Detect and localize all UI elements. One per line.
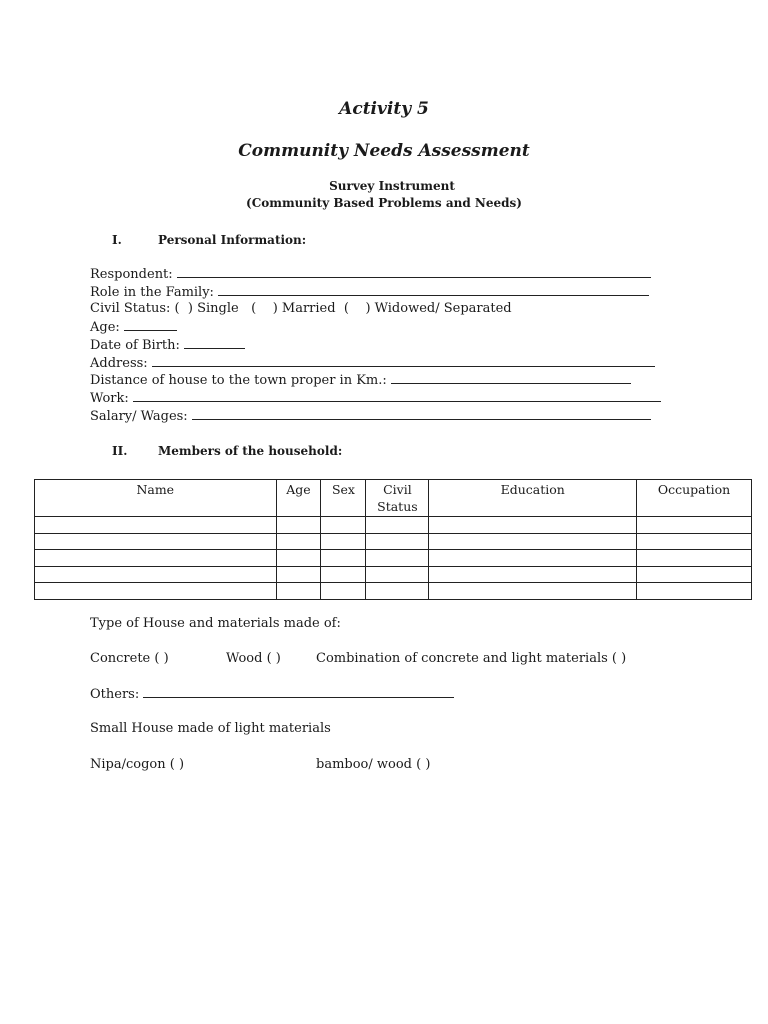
respondent-label: Respondent: — [90, 267, 173, 282]
civil-status-field[interactable]: Civil Status: ( ) Single ( ) Married ( ) Widowed/ Separated — [90, 301, 512, 316]
activity-title: Activity 5 — [339, 99, 429, 119]
nipa-option[interactable]: Nipa/cogon ( ) — [90, 757, 185, 772]
table-cell[interactable] — [321, 550, 366, 567]
column-header-age: Age — [276, 480, 321, 517]
table-header-row — [35, 480, 752, 517]
table-cell[interactable] — [366, 517, 429, 534]
address-line[interactable] — [152, 355, 655, 367]
table-cell[interactable] — [637, 566, 752, 583]
wood-option[interactable]: Wood ( ) — [226, 651, 281, 666]
table-cell[interactable] — [366, 533, 429, 550]
age-field[interactable] — [90, 319, 177, 335]
salary-label: Salary/ Wages: — [90, 409, 188, 424]
table-cell[interactable] — [276, 517, 321, 534]
work-label: Work: — [90, 391, 129, 406]
role-field[interactable] — [90, 284, 649, 300]
respondent-field[interactable] — [90, 266, 651, 282]
distance-line[interactable] — [391, 372, 631, 384]
page-subtitle: (Community Based Problems and Needs) — [246, 196, 522, 210]
address-field[interactable] — [90, 355, 655, 371]
table-cell[interactable] — [637, 583, 752, 600]
table-cell[interactable] — [366, 550, 429, 567]
table-cell[interactable] — [637, 533, 752, 550]
household-table — [34, 479, 752, 600]
table-cell[interactable] — [321, 583, 366, 600]
table-cell[interactable] — [276, 533, 321, 550]
house-type-label: Type of House and materials made of: — [90, 616, 341, 631]
column-header-occupation: Occupation — [637, 480, 752, 517]
work-field[interactable] — [90, 390, 661, 406]
column-header-sex: Sex — [321, 480, 366, 517]
table-cell[interactable] — [637, 517, 752, 534]
dob-field[interactable] — [90, 337, 245, 353]
table-cell[interactable] — [429, 533, 637, 550]
table-cell[interactable] — [321, 517, 366, 534]
salary-line[interactable] — [192, 408, 651, 420]
column-header-name: Name — [35, 480, 277, 517]
age-label: Age: — [90, 320, 120, 335]
age-line[interactable] — [124, 319, 177, 331]
table-cell[interactable] — [321, 533, 366, 550]
page-title: Community Needs Assessment — [238, 141, 530, 161]
address-label: Address: — [90, 356, 148, 371]
section2-heading: Members of the household: — [158, 444, 343, 458]
respondent-line[interactable] — [177, 266, 651, 278]
dob-line[interactable] — [184, 337, 245, 349]
table-cell[interactable] — [276, 566, 321, 583]
column-header-civil-status: Civil Status — [366, 480, 429, 517]
survey-label: Survey Instrument — [329, 179, 455, 193]
table-row — [35, 566, 752, 583]
others-line[interactable] — [143, 686, 454, 698]
section1-numeral: I. — [112, 233, 122, 247]
distance-label: Distance of house to the town proper in Km.: — [90, 373, 387, 388]
table-cell[interactable] — [429, 583, 637, 600]
table-cell[interactable] — [276, 583, 321, 600]
role-label: Role in the Family: — [90, 285, 214, 300]
salary-field[interactable] — [90, 408, 651, 424]
column-header-education: Education — [429, 480, 637, 517]
table-cell[interactable] — [35, 550, 277, 567]
table-cell[interactable] — [429, 550, 637, 567]
section2-numeral: II. — [112, 444, 128, 458]
section1-heading: Personal Information: — [158, 233, 307, 247]
table-cell[interactable] — [366, 583, 429, 600]
concrete-option[interactable]: Concrete ( ) — [90, 651, 169, 666]
table-cell[interactable] — [276, 550, 321, 567]
table-cell[interactable] — [35, 583, 277, 600]
table-cell[interactable] — [429, 517, 637, 534]
table-row — [35, 583, 752, 600]
table-row — [35, 550, 752, 567]
distance-field[interactable] — [90, 372, 631, 388]
dob-label: Date of Birth: — [90, 338, 180, 353]
table-cell[interactable] — [35, 566, 277, 583]
others-label: Others: — [90, 687, 140, 702]
table-cell[interactable] — [321, 566, 366, 583]
table-cell[interactable] — [637, 550, 752, 567]
others-field[interactable] — [90, 686, 454, 702]
table-cell[interactable] — [35, 533, 277, 550]
combination-option[interactable]: Combination of concrete and light materials ( ) — [316, 651, 627, 666]
role-line[interactable] — [218, 284, 649, 296]
table-cell[interactable] — [35, 517, 277, 534]
table-row — [35, 533, 752, 550]
work-line[interactable] — [133, 390, 661, 402]
table-cell[interactable] — [429, 566, 637, 583]
bamboo-option[interactable]: bamboo/ wood ( ) — [316, 757, 431, 772]
table-cell[interactable] — [366, 566, 429, 583]
small-house-label: Small House made of light materials — [90, 721, 331, 736]
table-row — [35, 517, 752, 534]
